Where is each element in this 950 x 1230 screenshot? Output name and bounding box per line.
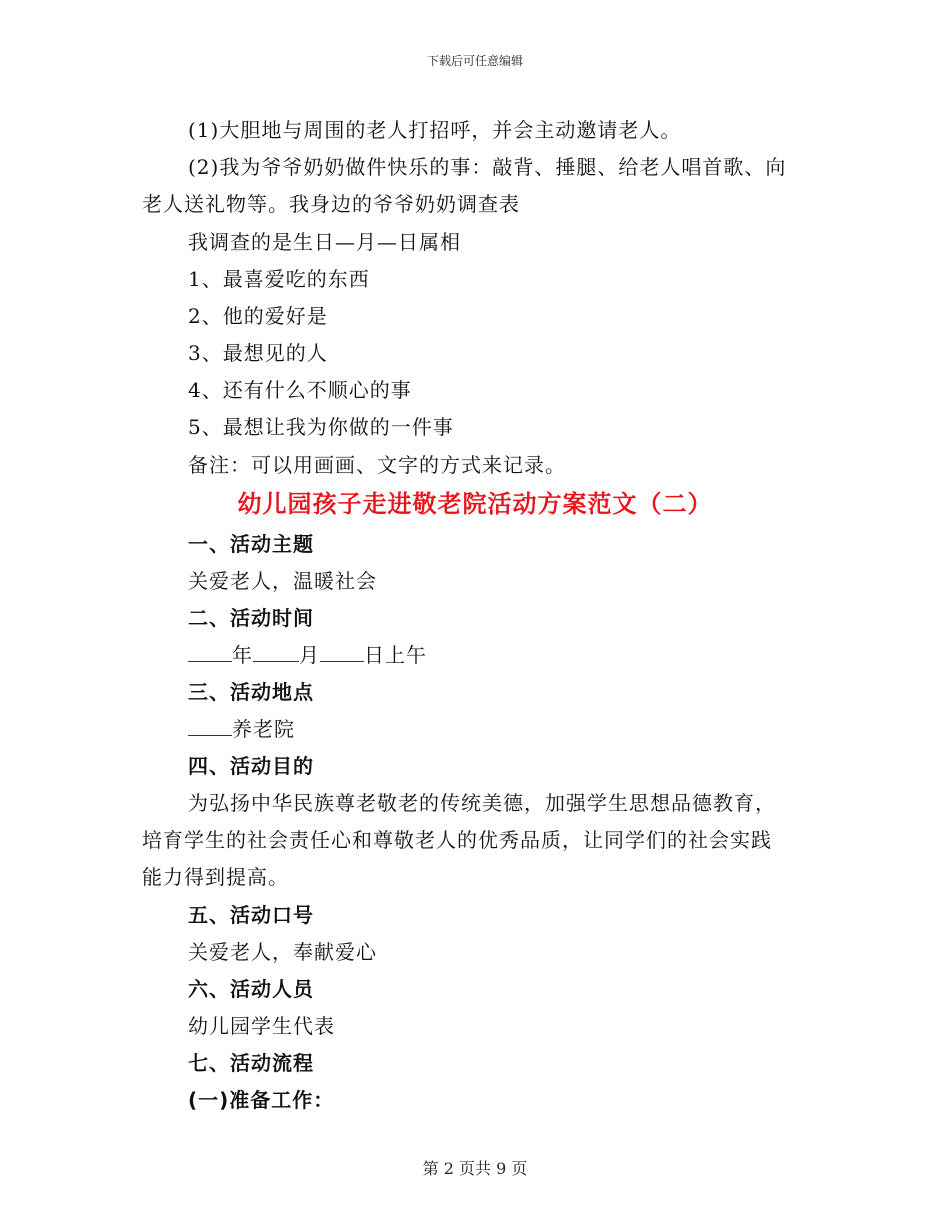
section-heading: 四、活动目的	[188, 754, 314, 778]
section-title: 幼儿园孩子走进敬老院活动方案范文（二）	[237, 490, 713, 518]
text-line: (1)大胆地与周围的老人打招呼，并会主动邀请老人。	[188, 118, 682, 142]
text-line: (2)我为爷爷奶奶做件快乐的事：敲背、捶腿、给老人唱首歌、向	[188, 155, 787, 179]
text-line: 关爱老人，奉献爱心	[188, 940, 377, 964]
page-header: 下载后可任意编辑	[426, 54, 523, 68]
list-item: 2、他的爱好是	[188, 304, 328, 328]
section-heading: 一、活动主题	[188, 532, 314, 556]
section-heading: 三、活动地点	[188, 680, 314, 704]
blank-underline	[320, 643, 364, 662]
blank-underline	[188, 717, 232, 736]
section-heading: 二、活动时间	[188, 606, 314, 630]
blank-underline	[253, 643, 299, 662]
section-heading: 六、活动人员	[188, 977, 314, 1001]
blank-underline	[188, 643, 232, 662]
subsection-heading: (一)准备工作：	[188, 1088, 335, 1112]
text-line: 老人送礼物等。我身边的爷爷奶奶调查表	[142, 192, 520, 216]
list-item: 4、还有什么不顺心的事	[188, 378, 412, 402]
list-item: 3、最想见的人	[188, 341, 328, 365]
section-heading: 七、活动流程	[188, 1051, 314, 1075]
section-heading: 五、活动口号	[188, 903, 314, 927]
page-footer: 第 2 页共 9 页	[422, 1159, 528, 1178]
text-line: 幼儿园学生代表	[188, 1014, 335, 1038]
text-line: 我调查的是生日—月—日属相	[188, 230, 461, 254]
place-label: 养老院	[232, 717, 295, 741]
place-line	[188, 713, 295, 742]
list-item: 5、最想让我为你做的一件事	[188, 415, 454, 439]
text-line: 能力得到提高。	[142, 865, 289, 889]
date-year-label: 年	[232, 643, 253, 667]
date-line	[188, 639, 427, 668]
text-line: 关爱老人，温暖社会	[188, 569, 377, 593]
text-line: 为弘扬中华民族尊老敬老的传统美德，加强学生思想品德教育，	[188, 791, 776, 815]
date-month-label: 月	[299, 643, 320, 667]
note-text: 备注：可以用画画、文字的方式来记录。	[188, 453, 566, 477]
date-day-label: 日上午	[364, 643, 427, 667]
list-item: 1、最喜爱吃的东西	[188, 267, 370, 291]
text-line: 培育学生的社会责任心和尊敬老人的优秀品质，让同学们的社会实践	[142, 828, 772, 852]
